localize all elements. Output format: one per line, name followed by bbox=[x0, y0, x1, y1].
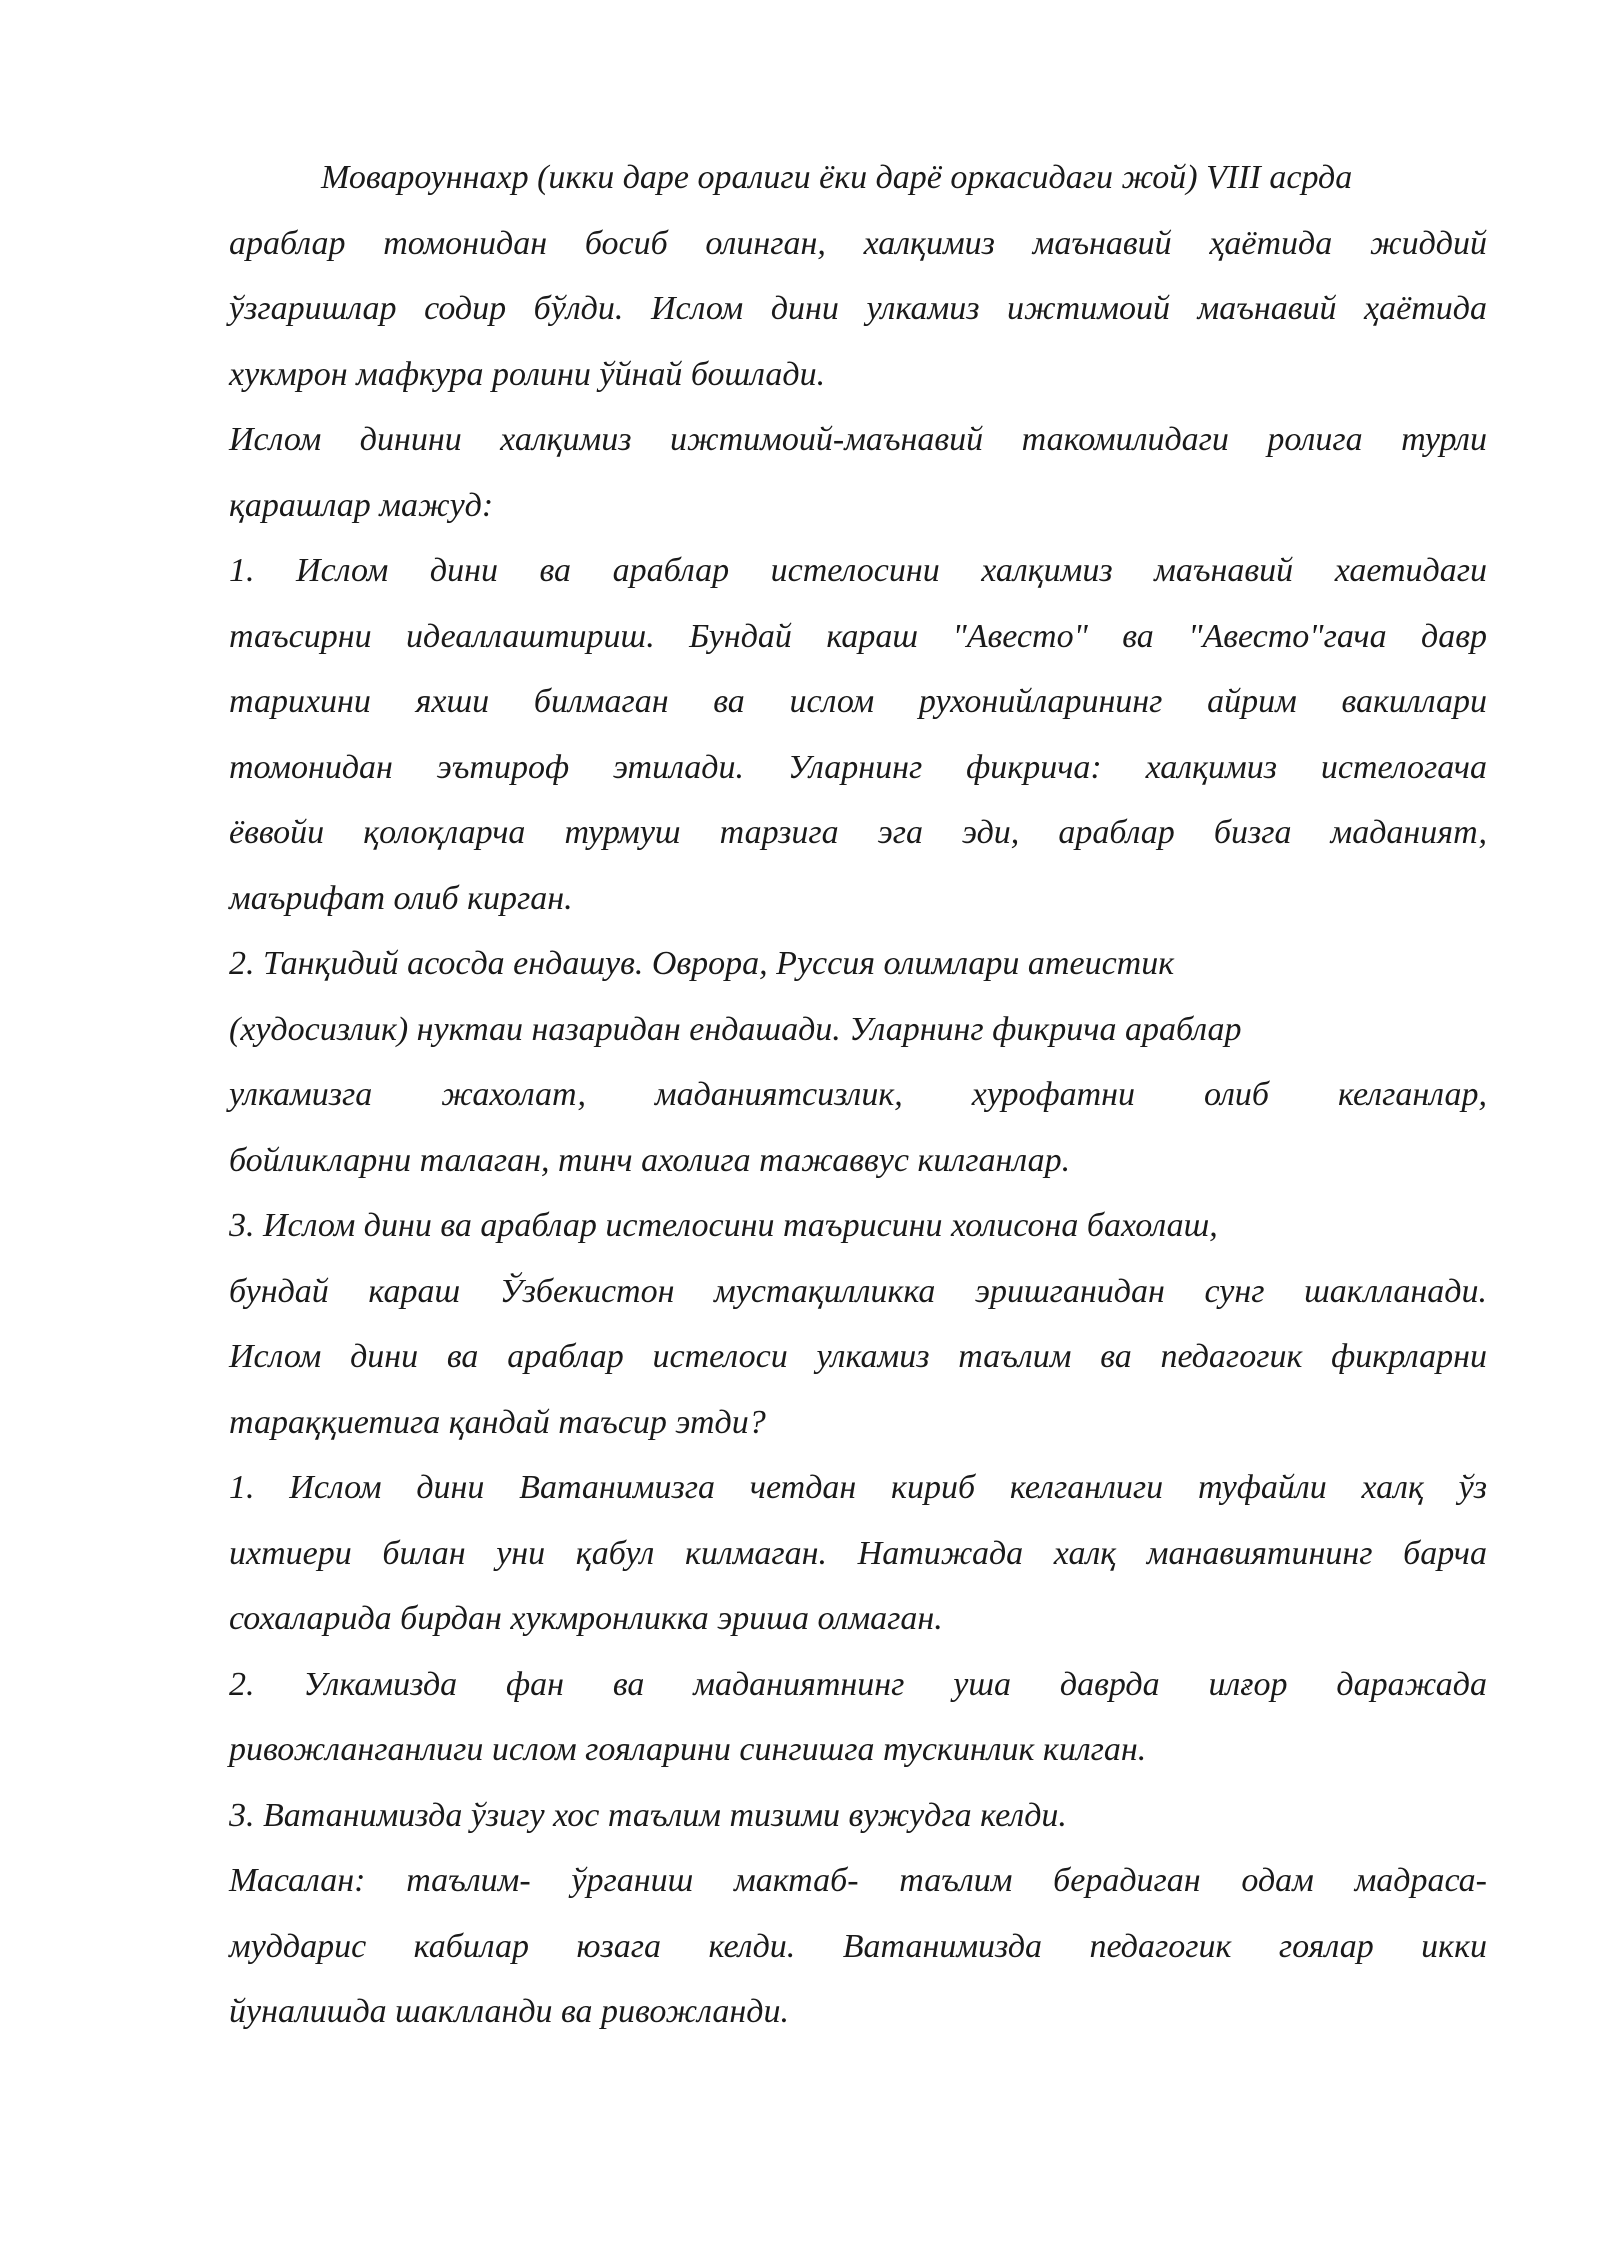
list-item-line: 3. Ислом дини ва араблар истелосини таърисини холисона бахолаш, bbox=[229, 1207, 1218, 1244]
list-item-line: томонидан эътироф этилади. Уларнинг фикрича: халқимиз истелогача bbox=[229, 748, 1487, 786]
list-item-line: таъсирни идеаллаштириш. Бундай караш "Авесто" ва "Авесто"гача давр bbox=[229, 617, 1487, 655]
paragraph-line: хукмрон мафкура ролини ўйнай бошлади. bbox=[229, 355, 826, 393]
list-item-line: (худосизлик) нуктаи назаридан ендашади. Уларнинг фикрича араблар bbox=[229, 1010, 1242, 1048]
paragraph-line: араблар томонидан босиб олинган, халқимиз маънавий ҳаётида жиддий bbox=[229, 224, 1487, 262]
paragraph-line: қарашлар мажуд: bbox=[229, 486, 494, 524]
paragraph-line: йуналишда шаклланди ва ривожланди. bbox=[229, 1993, 789, 2030]
paragraph-line: ўзгаришлар содир бўлди. Ислом дини улкамиз ижтимоий маънавий ҳаётида bbox=[229, 290, 1487, 327]
list-item-line: сохаларида бирдан хукмронликка эриша олмаган. bbox=[229, 1600, 943, 1637]
list-item-line: улкамизга жахолат, маданиятсизлик, хурофатни олиб келганлар, bbox=[229, 1076, 1487, 1113]
list-item-line: маърифат олиб кирган. bbox=[229, 879, 573, 917]
paragraph-line: муддарис кабилар юзага келди. Ватанимизда педагогик гоялар икки bbox=[229, 1927, 1487, 1965]
list-item-line: бундай караш Ўзбекистон мустақилликка эришганидан сунг шаклланади. bbox=[229, 1272, 1487, 1310]
paragraph-line: Масалан: таълим- ўрганиш мактаб- таълим берадиган одам мадраса- bbox=[229, 1862, 1487, 1899]
list-item-line: 1. Ислом дини Ватанимизга четдан кириб келганлиги туфайли халқ ўз bbox=[229, 1469, 1487, 1506]
list-item-line: ихтиери билан уни қабул килмаган. Натижада халқ манавиятининг барча bbox=[229, 1534, 1487, 1572]
list-item-line: 1. Ислом дини ва араблар истелосини халқимиз маънавий хаетидаги bbox=[229, 552, 1487, 589]
paragraph-line: Ислом дини ва араблар истелоси улкамиз таълим ва педагогик фикрларни bbox=[229, 1338, 1487, 1375]
document-body bbox=[229, 145, 1487, 2045]
list-item-line: 2. Улкамизда фан ва маданиятнинг уша даврда илғор даражада bbox=[229, 1665, 1487, 1703]
list-item-line: бойликларни талаган, тинч ахолига тажаввус килганлар. bbox=[229, 1141, 1071, 1179]
list-item-line: тарихини яхши билмаган ва ислом рухонийларининг айрим вакиллари bbox=[229, 683, 1487, 720]
paragraph-line: тараққиетига қандай таъсир этди? bbox=[229, 1403, 766, 1441]
list-item-line: 2. Танқидий асосда ендашув. Оврора, Руссия олимлари атеистик bbox=[229, 945, 1175, 982]
list-item-line: ёввойи қолоқларча турмуш тарзига эга эди, араблар бизга маданият, bbox=[229, 814, 1487, 851]
paragraph-line: Мовароуннахр (икки даре оралиги ёки дарё оркасидаги жой) VIII асрда bbox=[321, 159, 1353, 196]
paragraph-line: Ислом динини халқимиз ижтимоий-маънавий такомилидаги ролига турли bbox=[229, 421, 1487, 458]
list-item-line: 3. Ватанимизда ўзигу хос таълим тизими вужудга келди. bbox=[229, 1796, 1067, 1834]
list-item-line: ривожланганлиги ислом гояларини сингишга тускинлик килган. bbox=[229, 1731, 1147, 1768]
